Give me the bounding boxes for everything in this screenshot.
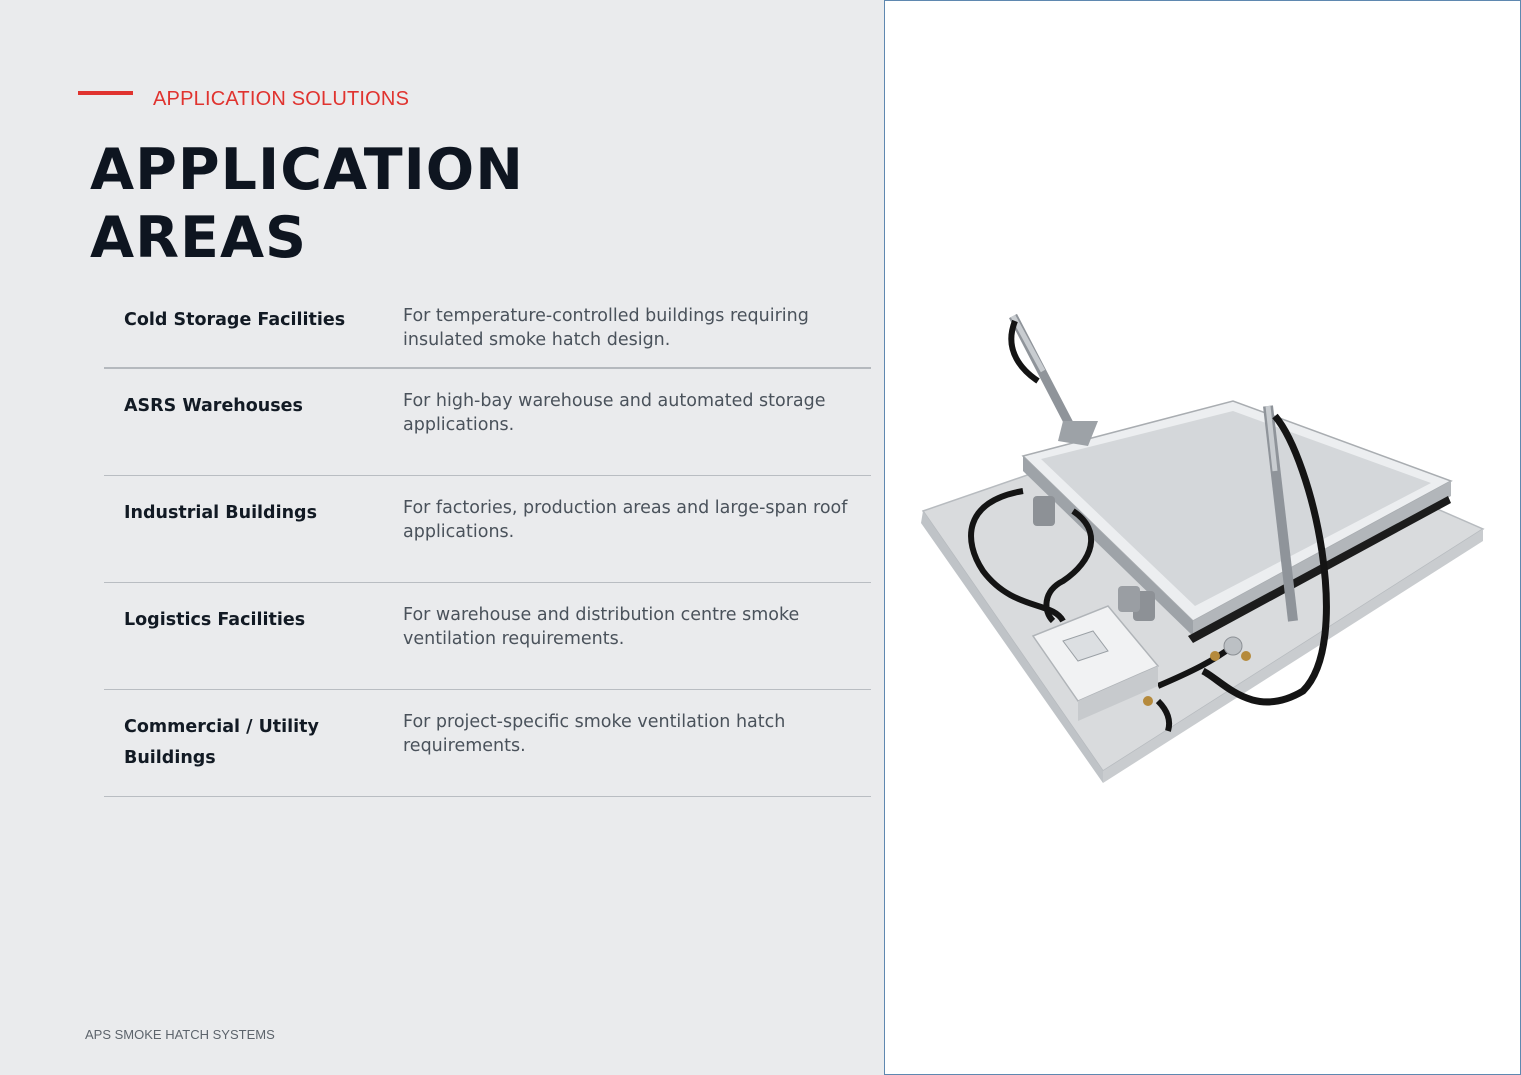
list-item bbox=[104, 289, 871, 369]
footer-label: APS SMOKE HATCH SYSTEMS bbox=[85, 1027, 275, 1042]
application-list bbox=[104, 289, 871, 797]
application-description: For high-bay warehouse and automated storage applications. bbox=[403, 391, 826, 435]
section-eyebrow: APPLICATION SOLUTIONS bbox=[153, 88, 410, 110]
application-name: Logistics Facilities bbox=[124, 610, 306, 630]
application-description: For project-specific smoke ventilation hatch requirements. bbox=[403, 712, 786, 756]
page-title-line-2: AREAS bbox=[90, 205, 308, 271]
list-item bbox=[104, 476, 871, 583]
list-item bbox=[104, 690, 871, 797]
page-title-line-1: APPLICATION bbox=[90, 137, 524, 203]
page-title bbox=[90, 136, 524, 272]
application-name: Cold Storage Facilities bbox=[124, 310, 346, 330]
application-name: Industrial Buildings bbox=[124, 503, 317, 523]
product-photo-panel bbox=[884, 0, 1521, 1075]
list-item bbox=[104, 583, 871, 690]
list-item bbox=[104, 369, 871, 476]
application-description: For factories, production areas and large-span roof applications. bbox=[403, 498, 848, 542]
application-name: ASRS Warehouses bbox=[124, 396, 303, 416]
accent-rule bbox=[78, 91, 133, 95]
application-description: For temperature-controlled buildings requiring insulated smoke hatch design. bbox=[403, 306, 809, 350]
application-description: For warehouse and distribution centre smoke ventilation requirements. bbox=[403, 605, 800, 649]
smoke-hatch-image bbox=[903, 291, 1503, 791]
application-name: Commercial / Utility Buildings bbox=[124, 717, 319, 768]
